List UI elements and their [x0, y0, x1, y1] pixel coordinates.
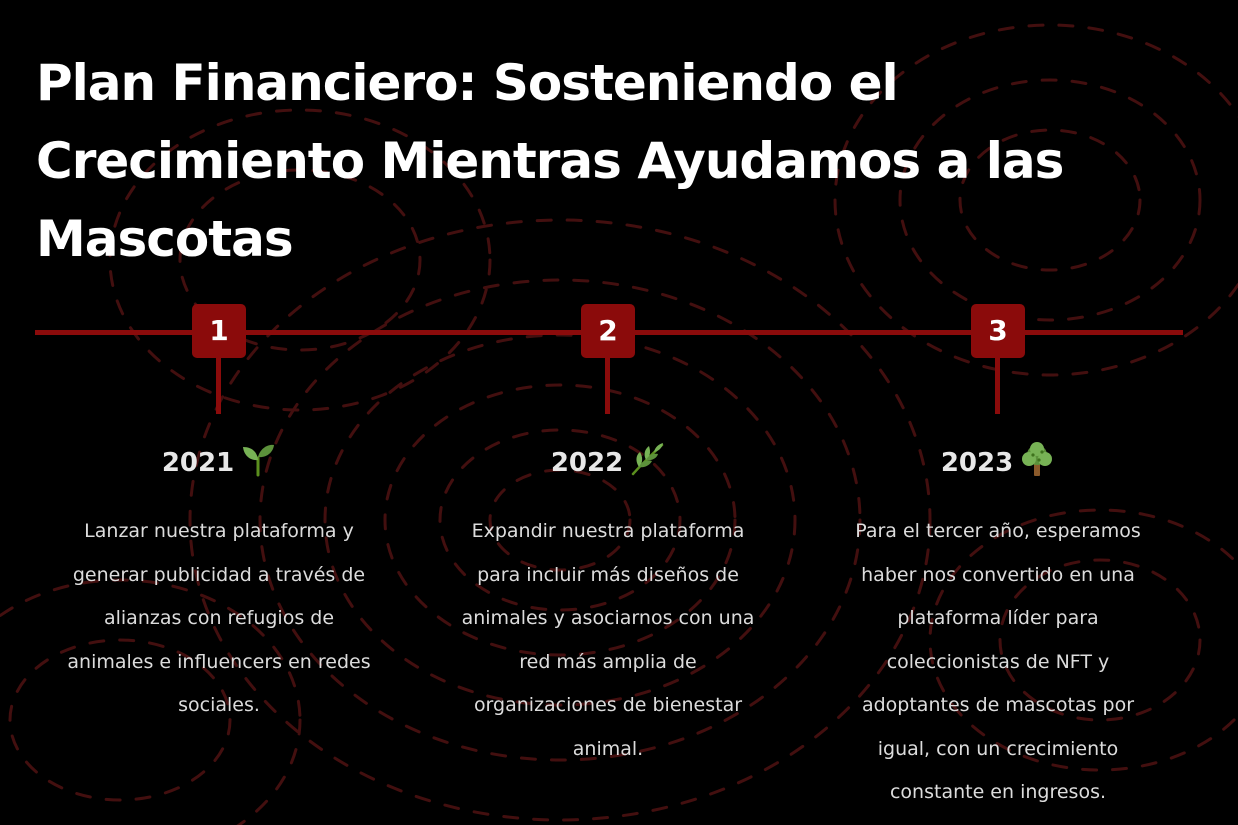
- herb-icon: [629, 441, 665, 477]
- stage-year-heading: [428, 441, 788, 481]
- timeline-stem: [605, 358, 610, 414]
- stage-year-heading: [818, 441, 1178, 481]
- year-label: 2023: [940, 448, 1014, 478]
- stage-year-heading: [39, 441, 399, 481]
- step-number-badge: 3: [971, 304, 1025, 358]
- stage-description: Expandir nuestra plataforma para incluir más diseños de animales y asociarnos con una red más amplia de organizaciones de bienestar animal.: [461, 520, 755, 760]
- stage-description: Para el tercer año, esperamos haber nos convertido en una plataforma líder para coleccionistas de NFT y adoptantes de mascotas por igual, con un crecimiento constante en ingresos.: [855, 520, 1141, 803]
- timeline-stem: [216, 358, 221, 414]
- seedling-icon: [240, 441, 276, 477]
- step-number-badge: 1: [192, 304, 246, 358]
- step-number-badge: 2: [581, 304, 635, 358]
- tree-icon: [1019, 441, 1055, 477]
- year-label: 2022: [550, 448, 624, 478]
- page-title: Plan Financiero: Sosteniendo el Crecimiento Mientras Ayudamos a las Mascotas: [36, 54, 1064, 268]
- stage-description: Lanzar nuestra plataforma y generar publicidad a través de alianzas con refugios de animales e influencers en redes sociales.: [67, 520, 371, 716]
- timeline-stem: [995, 358, 1000, 414]
- year-label: 2021: [161, 448, 235, 478]
